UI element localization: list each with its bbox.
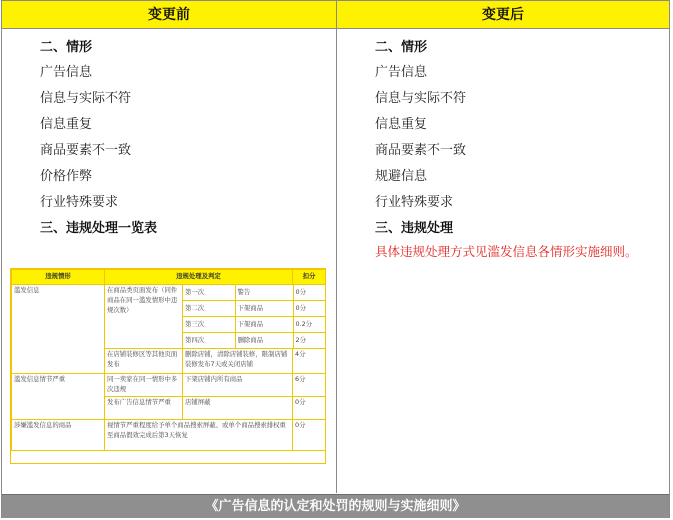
right-item: 信息与实际不符: [375, 91, 467, 106]
left-heading-situation: 二、情形: [40, 40, 93, 55]
table-cell-case: 滥发信息情节严重: [12, 374, 105, 420]
table-cell: 第一次: [183, 285, 235, 301]
left-item: 信息与实际不符: [40, 91, 132, 106]
table-cell-points: 0分: [293, 397, 326, 420]
column-divider: [336, 1, 337, 493]
right-item: 信息重复: [375, 117, 428, 132]
table-cell-detail: 同一卖家在同一情形中多次违规: [105, 374, 183, 397]
table-cell: 0分: [293, 301, 326, 317]
table-cell-points: 4分: [293, 349, 326, 374]
table-row: [183, 317, 326, 333]
table-cell: 2分: [295, 335, 306, 344]
table-cell-detail: 在商品类页面发布（同件商品在同一滥发情形中违规次数）: [105, 285, 183, 349]
right-item: 行业特殊要求: [375, 195, 454, 210]
table-row: [12, 374, 326, 397]
table-header-row: [12, 270, 326, 285]
table-cell: 第四次: [183, 333, 235, 349]
table-cell-times: [183, 285, 326, 349]
table-cell-action: 删除店铺，清除店铺装修，限制店铺装修发布7天或关闭店铺: [183, 349, 293, 374]
table-cell: 0.2分: [293, 317, 326, 333]
left-item: 信息重复: [40, 117, 93, 132]
right-item: 广告信息: [375, 65, 428, 80]
violation-table: [11, 269, 326, 451]
table-cell-case: 涉嫌滥发信息的商品: [12, 420, 105, 451]
table-row: [183, 285, 326, 301]
right-handling-note: 具体违规处理方式见滥发信息各情形实施细则。: [375, 244, 638, 259]
table-cell-detail: 发布广告信息情节严重: [105, 397, 183, 420]
right-heading-situation: 二、情形: [375, 40, 428, 55]
table-cell-action: 下架店铺内所有商品: [183, 374, 293, 397]
rule-title-link[interactable]: 《广告信息的认定和处罚的规则与实施细则》: [2, 494, 669, 518]
table-row: [12, 420, 326, 451]
table-cell-action: 视情节严重程度给予单个商品搜索屏蔽、或单个商品搜索排权重至商品假效完成后第3天恢复: [105, 420, 293, 451]
table-cell-points: 6分: [293, 374, 326, 397]
table-header-cell: 违规处理及判定: [105, 270, 293, 285]
left-item: 广告信息: [40, 65, 93, 80]
right-heading-handling: 三、违规处理: [375, 221, 454, 236]
right-item: 规避信息: [375, 169, 428, 184]
table-cell-case: 滥发信息: [12, 285, 105, 374]
table-cell: 下架商品: [235, 301, 293, 317]
column-header-after: 变更后: [337, 1, 669, 29]
table-cell-detail: 在店铺装修区等其他页面发布: [105, 349, 183, 374]
left-item: 商品要素不一致: [40, 143, 132, 158]
table-row: [183, 301, 326, 317]
table-cell: 第三次: [183, 317, 235, 333]
left-item: 价格作弊: [40, 169, 93, 184]
table-cell: 0分: [293, 285, 326, 301]
table-cell: 下架商品: [235, 317, 293, 333]
right-item: 商品要素不一致: [375, 143, 467, 158]
left-heading-overview: 三、违规处理一览表: [40, 221, 158, 236]
violation-handling-table-image: [10, 268, 326, 464]
left-item: 行业特殊要求: [40, 195, 119, 210]
table-cell-points: 0分: [293, 420, 326, 451]
table-cell: 删除商品: [235, 333, 293, 349]
table-row: [12, 285, 326, 349]
table-cell: 警告: [235, 285, 293, 301]
table-header-cell: 违规情形: [12, 270, 105, 285]
table-row: [183, 333, 326, 349]
column-header-before: 变更前: [2, 1, 336, 29]
times-subtable: [183, 285, 326, 348]
table-cell: 第二次: [183, 301, 235, 317]
table-header-cell: 扣分: [293, 270, 326, 285]
table-cell-action: 店铺屏蔽: [183, 397, 293, 420]
